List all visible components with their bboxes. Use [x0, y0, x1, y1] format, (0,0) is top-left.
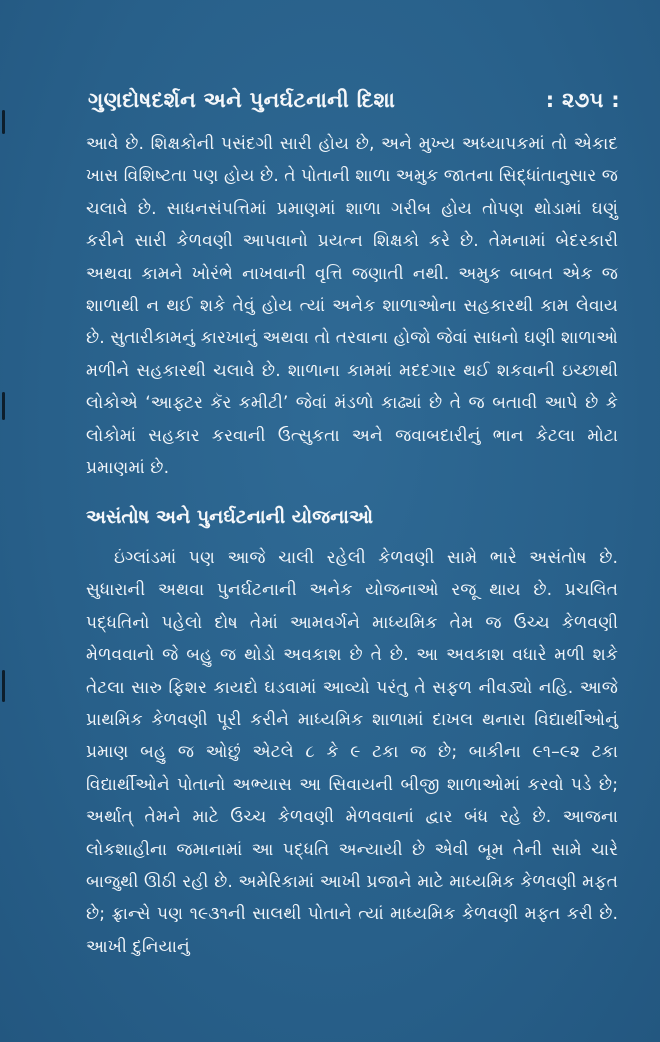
- section-heading: અસંતોષ અને પુનર્ઘટનાની યોજનાઓ: [86, 506, 374, 528]
- scan-edge-mark: [2, 392, 5, 420]
- scan-edge-mark: [2, 670, 5, 702]
- paragraph: ઇંગ્લાંડમાં પણ આજે ચાલી રહેલી કેળવણી સામે ભારે અસંતોષ છે. સુધારાની અથવા પુનર્ઘટનાની અનેક યોજનાઓ રજૂ થાય છે. પ્રચલિત પદ્ધતિનો પહેલો દોષ તેમાં આમવર્ગને માધ્યમિક તેમ જ ઉચ્ચ કેળવણી મેળવવાનો જે બહુ જ થોડો અવકાશ છે તે છે. આ અવકાશ વધારે મળી શકે તેટલા સારુ ફિશર કાયદો ઘડવામાં આવ્યો પરંતુ તે સફળ નીવડ્યો નહિ. આજે પ્રાથમિક કેળવણી પૂરી કરીને માધ્યમિક શાળામાં દાખલ થનારા વિદ્યાર્થીઓનું પ્રમાણ બહુ જ ઓછું એટલે ૮ કે ૯ ટકા જ છે; બાકીના ૯૧–૯૨ ટકા વિદ્યાર્થીઓને પોતાનો અભ્યાસ આ સિવાયની બીજી શાળાઓમાં કરવો પડે છે; અર્થાત્ તેમને માટે ઉચ્ચ કેળવણી મેળવવાનાં દ્વાર બંધ રહે છે. આજના લોકશાહીના જમાનામાં આ પદ્ધતિ અન્યાયી છે એવી બૂમ તેની સામે ચારે બાજુથી ઊઠી રહી છે. અમેરિકામાં આખી પ્રજાને માટે માધ્યમિક કેળવણી મફત છે; ફ્રાન્સે પણ ૧૯૩૧ની સાલથી પોતાને ત્યાં માધ્યમિક કેળવણી મફત કરી છે. આખી દુનિયાનું: [86, 548, 618, 957]
- running-header: [88, 88, 620, 113]
- scan-edge-mark: [2, 110, 5, 134]
- paragraph: આવે છે. શિક્ષકોની પસંદગી સારી હોય છે, અને મુખ્ય અધ્યાપકમાં તો એકાદ ખાસ વિશિષ્ટતા પણ હોય છે. તે પોતાની શાળા અમુક જાતના સિદ્ધાંતાનુસાર જ ચલાવે છે. સાધનસંપત્તિમાં પ્રમાણમાં શાળા ગરીબ હોય તોપણ થોડામાં ઘણું કરીને સારી કેળવણી આપવાનો પ્રયત્ન શિક્ષકો કરે છે. તેમનામાં બેદરકારી અથવા કામને ખોરંભે નાખવાની વૃત્તિ જણાતી નથી. અમુક બાબત એક જ શાળાથી ન થઈ શકે તેવું હોય ત્યાં અનેક શાળાઓના સહકારથી કામ લેવાય છે. સુતારીકામનું કારખાનું અથવા તો તરવાના હોજો જેવાં સાધનો ઘણી શાળાઓ મળીને સહકારથી ચલાવે છે. શાળાના કામમાં મદદગાર થઈ શકવાની ઇચ્છાથી લોકોએ ‘આફ્ટર કૅર કમીટી’ જેવાં મંડળો કાઢ્યાં છે તે જ બતાવી આપે છે કે લોકોમાં સહકાર કરવાની ઉત્સુકતા અને જવાબદારીનું ભાન કેટલા મોટા પ્રમાણમાં છે.: [86, 134, 618, 479]
- running-title: ગુણદોષદર્શન અને પુનર્ઘટનાની દિશા: [88, 88, 396, 112]
- page-number: : ૨૭૫ :: [545, 88, 620, 112]
